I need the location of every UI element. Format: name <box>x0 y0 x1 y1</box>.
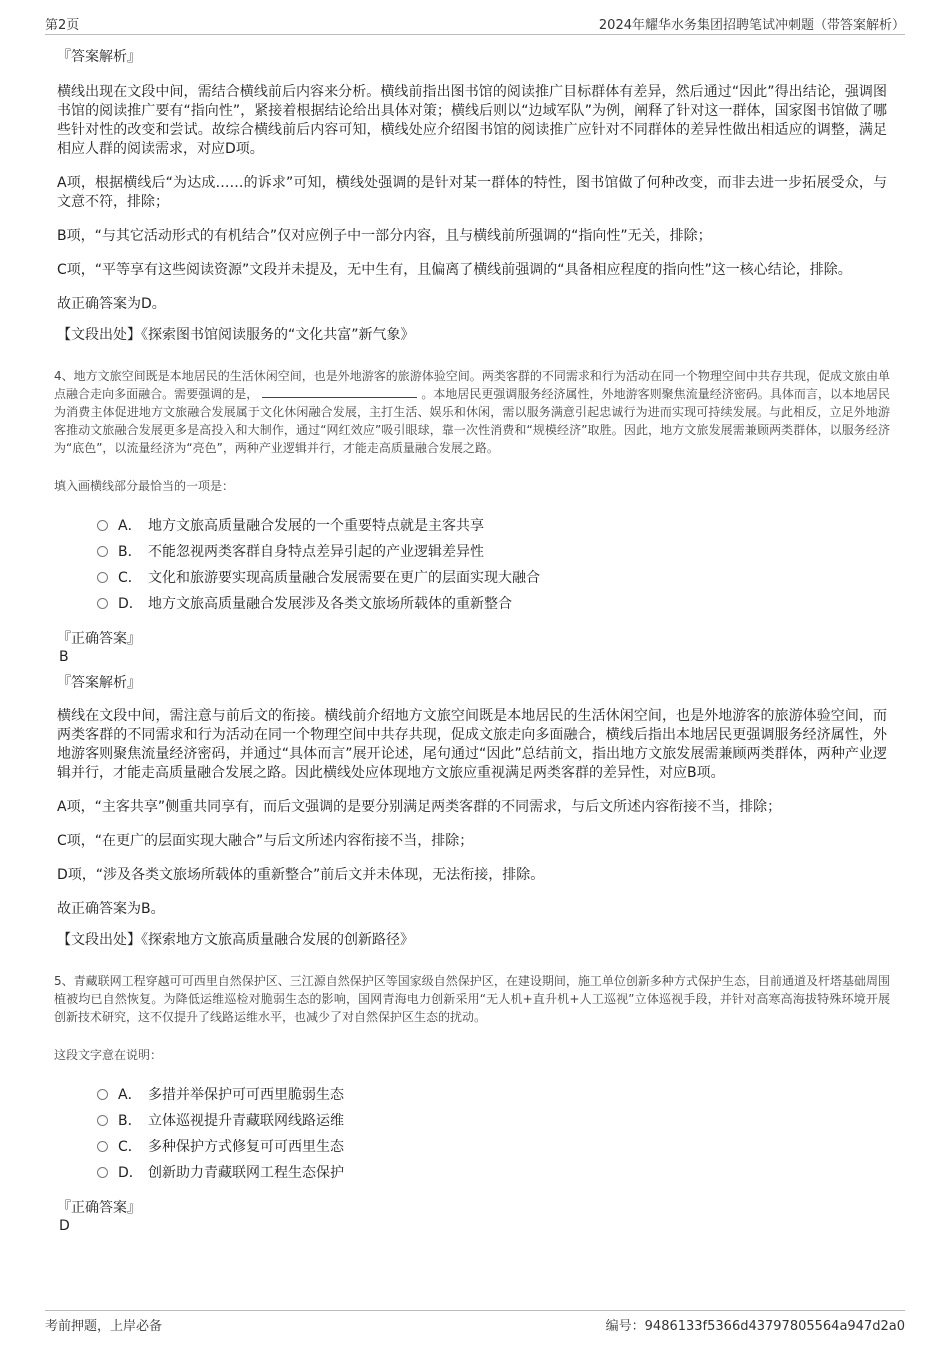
q4-stem <box>54 367 890 457</box>
q5-stem: 5、青藏联网工程穿越可可西里自然保护区、三江源自然保护区等国家级自然保护区，在建设期间，施工单位创新多种方式保护生态，目前通道及杆塔基础周围植被均已自然恢复。为降低运维巡检对脆弱生态的影响，国网青海电力创新采用“无人机+直升机+人工巡视”立体巡视手段，并针对高寒高海拔特殊环境开展创新技术研究，这不仅提升了线路运维水平，也减少了对自然保护区生态的扰动。 <box>54 974 890 1024</box>
radio-button[interactable] <box>97 598 108 609</box>
q3-analysis-para: A项，根据横线后“为达成……的诉求”可知，横线处强调的是针对某一群体的特性，图书馆做了何种改变，而非去进一步拓展受众，与文意不符，排除； <box>57 175 887 210</box>
q4-stem-after: 。本地居民更强调服务经济属性，外地游客则聚焦流量经济密码。具体而言，以本地居民为消费主体促进地方文旅融合发展属于文化休闲融合发展，主打生活、娱乐和休闲，需以服务满意引起忠诚行为进而实现可持续发展。与此相反，立足外地游客推动文旅融合发展更多是高投入和大制作，通过“网红效应”吸引眼球，靠一次性消费和“规模经济”取胜。因此，地方文旅发展需兼顾两类群体，以服务经济为“底色”，以流量经济为“亮色”，两种产业逻辑并行，才能走高质量融合发展之路。 <box>54 387 890 455</box>
q4-option-c[interactable]: C． 文化和旅游要实现高质量融合发展需要在更广的层面实现大融合 <box>97 568 887 594</box>
radio-button[interactable] <box>97 1115 108 1126</box>
q3-analysis-para: B项，“与其它活动形式的有机结合”仅对应例子中一部分内容，且与横线前所强调的“指向性”无关，排除； <box>57 228 712 244</box>
q4-options <box>97 516 887 620</box>
q3-analysis-label: 『答案解析』 <box>57 49 141 65</box>
q5-options <box>97 1085 887 1189</box>
q4-answer: B <box>59 649 69 665</box>
q4-analysis-para: C项，“在更广的层面实现大融合”与后文所述内容衔接不当，排除； <box>57 833 474 849</box>
q4-analysis-para: 横线在文段中间，需注意与前后文的衔接。横线前介绍地方文旅空间既是本地居民的生活休闲空间，也是外地游客的旅游体验空间，而两类客群的不同需求和行为活动在同一个物理空间中共存共现，促成文旅走向多面融合，横线后指出本地居民更强调服务经济属性，外地游客则聚焦流量经济密码，并通过“具体而言”展开论述，尾句通过“因此”总结前文，指出地方文旅发展需兼顾两类群体，两种产业逻辑并行，才能走高质量融合发展之路。因此横线处应体现地方文旅应重视满足两类客群的差异性，对应B项。 <box>57 708 887 781</box>
q3-analysis-para: 横线出现在文段中间，需结合横线前后内容来分析。横线前指出图书馆的阅读推广目标群体有差异，然后通过“因此”得出结论，强调图书馆的阅读推广要有“指向性”，紧接着根据结论给出具体对策；横线后则以“边域军队”为例，阐释了针对这一群体，国家图书馆做了哪些针对性的改变和尝试。故综合横线前后内容可知，横线处应介绍图书馆的阅读推广应针对不同群体的差异性做出相适应的调整，满足相应人群的阅读需求，对应D项。 <box>57 84 887 157</box>
radio-button[interactable] <box>97 520 108 531</box>
q5-prompt: 这段文字意在说明： <box>54 1048 163 1062</box>
page-content <box>54 48 890 1243</box>
q4-option-b[interactable]: B． 不能忽视两类客群自身特点差异引起的产业逻辑差异性 <box>97 542 887 568</box>
page-footer <box>45 1310 905 1336</box>
q3-source: 【文段出处】《探索图书馆阅读服务的“文化共富”新气象》 <box>57 327 415 343</box>
q4-analysis-para: 故正确答案为B。 <box>57 901 165 917</box>
q5-option-a[interactable]: A． 多措并举保护可可西里脆弱生态 <box>97 1085 887 1111</box>
q4-analysis-para: A项，“主客共享”侧重共同享有，而后文强调的是要分别满足两类客群的不同需求，与后文所述内容衔接不当，排除； <box>57 799 782 815</box>
q4-source: 【文段出处】《探索地方文旅高质量融合发展的创新路径》 <box>57 932 414 948</box>
q5-option-d[interactable]: D． 创新助力青藏联网工程生态保护 <box>97 1163 887 1189</box>
document-title: 2024年耀华水务集团招聘笔试冲刺题（带答案解析） <box>598 18 905 33</box>
q5-answer: D <box>59 1218 70 1234</box>
q4-prompt: 填入画横线部分最恰当的一项是： <box>54 479 235 493</box>
q4-stem-before: 4、地方文旅空间既是本地居民的生活休闲空间，也是外地游客的旅游体验空间。两类客群的不同需求和行为活动在同一个物理空间中共存共现，促成文旅由单点融合走向多面融合。需要强调的是， <box>54 369 890 401</box>
radio-button[interactable] <box>97 546 108 557</box>
q5-answer-label: 『正确答案』 <box>57 1200 141 1216</box>
radio-button[interactable] <box>97 572 108 583</box>
q4-analysis-para: D项，“涉及各类文旅场所载体的重新整合”前后文并未体现，无法衔接，排除。 <box>57 867 545 883</box>
page-header <box>45 14 905 35</box>
q5-option-b[interactable]: B． 立体巡视提升青藏联网线路运维 <box>97 1111 887 1137</box>
q5-option-c[interactable]: C． 多种保护方式修复可可西里生态 <box>97 1137 887 1163</box>
q3-analysis-para: C项，“平等享有这些阅读资源”文段并未提及，无中生有，且偏离了横线前强调的“具备相应程度的指向性”这一核心结论，排除。 <box>57 262 852 278</box>
radio-button[interactable] <box>97 1089 108 1100</box>
page-number: 第2页 <box>45 18 80 33</box>
q3-analysis-para: 故正确答案为D。 <box>57 296 166 312</box>
radio-button[interactable] <box>97 1141 108 1152</box>
radio-button[interactable] <box>97 1167 108 1178</box>
q4-option-a[interactable]: A． 地方文旅高质量融合发展的一个重要特点就是主客共享 <box>97 516 887 542</box>
q4-analysis-label: 『答案解析』 <box>57 675 141 691</box>
q4-answer-label: 『正确答案』 <box>57 631 141 647</box>
q4-option-d[interactable]: D． 地方文旅高质量融合发展涉及各类文旅场所载体的重新整合 <box>97 594 887 620</box>
fill-blank <box>262 385 417 398</box>
document-id: 编号：9486133f5366d43797805564a947d2a0 <box>605 1319 905 1334</box>
footer-slogan: 考前押题，上岸必备 <box>45 1319 163 1334</box>
